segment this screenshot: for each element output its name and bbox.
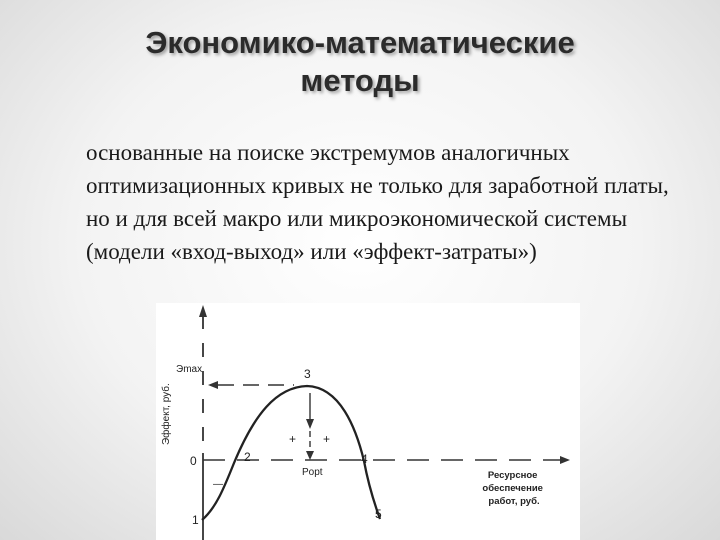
point-label-3: 3 [304,367,311,381]
effect-cost-diagram [156,303,580,540]
slide-body-text: основанные на поиске экстремумов аналогичных оптимизационных кривых не только для заработной платы, но и для всей макро или микроэкономической системы (модели «вход-выход» или «эффект-затраты») [86,140,669,264]
slide-title [60,24,660,100]
x-axis-label [482,470,545,507]
x-axis-label-line-1: Ресурсное [487,470,538,481]
x-axis-label-line-2: обеспечение [482,483,543,494]
y-axis-label: Эффект, руб. [161,383,172,445]
point-label-5: 5 [375,507,382,521]
plus-sign-right: + [323,432,331,446]
opt-arrowhead-lower [306,451,314,460]
title-line-1: Экономико-математические [145,25,575,60]
point-label-4: 4 [361,452,368,466]
point-label-1: 1 [192,513,199,527]
plus-sign-left: + [289,432,297,446]
title-line-2: методы [300,63,420,98]
x-axis-arrowhead [560,456,570,464]
emax-label: Эmax [176,364,203,375]
opt-arrowhead-upper [306,419,314,429]
minus-sign: — [213,479,223,490]
popt-label: Popt [302,467,323,478]
origin-label: 0 [190,454,197,468]
effect-curve [202,386,380,520]
point-label-2: 2 [244,450,251,464]
emax-arrowhead [208,381,218,389]
x-axis-label-line-3: работ, руб. [488,496,540,507]
y-axis-arrowhead [199,305,207,317]
